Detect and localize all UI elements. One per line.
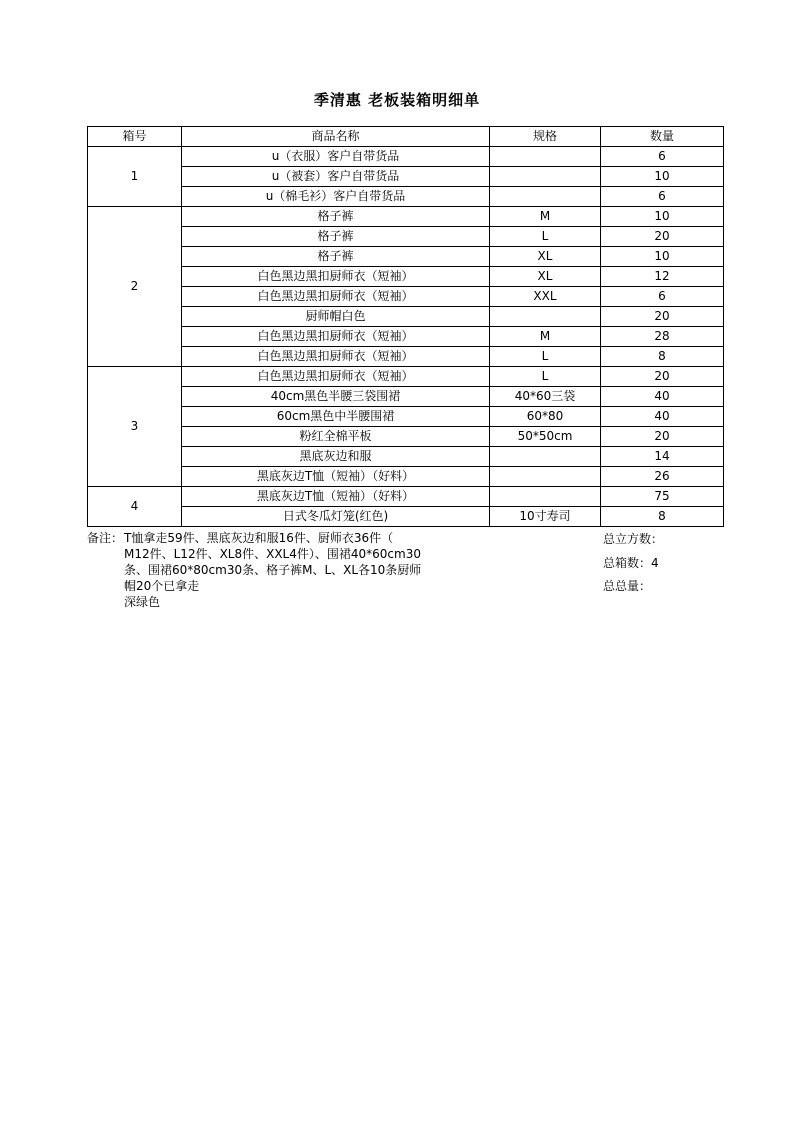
spec-cell: L — [490, 367, 601, 387]
total-volume: 总立方数： — [603, 532, 664, 546]
quantity-cell: 8 — [601, 507, 724, 527]
table-row — [88, 487, 724, 507]
spec-cell — [490, 307, 601, 327]
table-header-row — [88, 127, 724, 147]
quantity-cell: 26 — [601, 467, 724, 487]
table-row — [88, 207, 724, 227]
spec-cell: L — [490, 347, 601, 367]
quantity-cell: 20 — [601, 427, 724, 447]
table-row — [88, 347, 724, 367]
product-name-cell: 白色黑边黑扣厨师衣（短袖） — [182, 287, 490, 307]
spec-cell: 40*60三袋 — [490, 387, 601, 407]
packing-list-table — [87, 126, 724, 527]
product-name-cell: 粉红全棉平板 — [182, 427, 490, 447]
product-name-cell: 格子裤 — [182, 207, 490, 227]
spec-cell: 10寸寿司 — [490, 507, 601, 527]
page-title: 季清惠 老板装箱明细单 — [313, 91, 481, 109]
remarks-text — [124, 530, 427, 610]
table-row — [88, 467, 724, 487]
box-number-cell: 4 — [88, 487, 182, 527]
table-row — [88, 387, 724, 407]
table-row — [88, 407, 724, 427]
table-row — [88, 447, 724, 467]
spec-cell: L — [490, 227, 601, 247]
quantity-cell: 28 — [601, 327, 724, 347]
quantity-cell: 40 — [601, 387, 724, 407]
quantity-cell: 14 — [601, 447, 724, 467]
spec-cell: 60*80 — [490, 407, 601, 427]
table-row — [88, 307, 724, 327]
table-row — [88, 187, 724, 207]
quantity-cell: 8 — [601, 347, 724, 367]
table-row — [88, 227, 724, 247]
header-box-no: 箱号 — [88, 127, 182, 147]
product-name-cell: 白色黑边黑扣厨师衣（短袖） — [182, 327, 490, 347]
header-quantity: 数量 — [601, 127, 724, 147]
product-name-cell: 白色黑边黑扣厨师衣（短袖） — [182, 367, 490, 387]
spec-cell: XXL — [490, 287, 601, 307]
product-name-cell: 黑底灰边T恤（短袖）（好料） — [182, 487, 490, 507]
table-row — [88, 367, 724, 387]
product-name-cell: 黑底灰边和服 — [182, 447, 490, 467]
quantity-cell: 6 — [601, 287, 724, 307]
table-row — [88, 167, 724, 187]
table-row — [88, 247, 724, 267]
spec-cell: XL — [490, 267, 601, 287]
spec-cell: M — [490, 207, 601, 227]
quantity-cell: 6 — [601, 147, 724, 167]
spec-cell: 50*50cm — [490, 427, 601, 447]
spec-cell — [490, 147, 601, 167]
quantity-cell: 40 — [601, 407, 724, 427]
product-name-cell: 白色黑边黑扣厨师衣（短袖） — [182, 267, 490, 287]
total-boxes: 总箱数：4 — [603, 556, 659, 570]
spec-cell: XL — [490, 247, 601, 267]
remarks-line: T恤拿走59件、黑底灰边和服16件、厨师衣36件（ — [124, 531, 394, 545]
product-name-cell: 日式冬瓜灯笼(红色) — [182, 507, 490, 527]
table-body — [88, 147, 724, 527]
quantity-cell: 10 — [601, 167, 724, 187]
product-name-cell: u（棉毛衫）客户自带货品 — [182, 187, 490, 207]
spec-cell — [490, 187, 601, 207]
table-row — [88, 287, 724, 307]
remarks — [87, 530, 427, 610]
product-name-cell: u（被套）客户自带货品 — [182, 167, 490, 187]
product-name-cell: 黑底灰边T恤（短袖）（好料） — [182, 467, 490, 487]
spec-cell — [490, 467, 601, 487]
remarks-line: 条、围裙60*80cm30条、格子裤M、L、XL各10条厨师 — [124, 563, 422, 577]
quantity-cell: 6 — [601, 187, 724, 207]
spec-cell — [490, 447, 601, 467]
header-spec: 规格 — [490, 127, 601, 147]
spec-cell — [490, 487, 601, 507]
quantity-cell: 12 — [601, 267, 724, 287]
product-name-cell: 60cm黑色中半腰围裙 — [182, 407, 490, 427]
table-row — [88, 147, 724, 167]
box-number-cell: 2 — [88, 207, 182, 367]
table-row — [88, 507, 724, 527]
remarks-line: 深绿色 — [124, 595, 161, 609]
product-name-cell: 格子裤 — [182, 247, 490, 267]
quantity-cell: 10 — [601, 207, 724, 227]
header-product-name: 商品名称 — [182, 127, 490, 147]
table-row — [88, 327, 724, 347]
product-name-cell: 40cm黑色半腰三袋围裙 — [182, 387, 490, 407]
spec-cell: M — [490, 327, 601, 347]
total-weight: 总总量： — [603, 579, 652, 593]
product-name-cell: 白色黑边黑扣厨师衣（短袖） — [182, 347, 490, 367]
quantity-cell: 20 — [601, 307, 724, 327]
table-row — [88, 427, 724, 447]
product-name-cell: 厨师帽白色 — [182, 307, 490, 327]
quantity-cell: 20 — [601, 367, 724, 387]
product-name-cell: u（衣服）客户自带货品 — [182, 147, 490, 167]
box-number-cell: 1 — [88, 147, 182, 207]
quantity-cell: 10 — [601, 247, 724, 267]
quantity-cell: 20 — [601, 227, 724, 247]
remarks-line: 帽20个已拿走 — [124, 579, 200, 593]
table-row — [88, 267, 724, 287]
spec-cell — [490, 167, 601, 187]
product-name-cell: 格子裤 — [182, 227, 490, 247]
quantity-cell: 75 — [601, 487, 724, 507]
box-number-cell: 3 — [88, 367, 182, 487]
remarks-line: M12件、L12件、XL8件、XXL4件）、围裙40*60cm30 — [124, 547, 421, 561]
remarks-label: 备注： — [87, 531, 124, 545]
